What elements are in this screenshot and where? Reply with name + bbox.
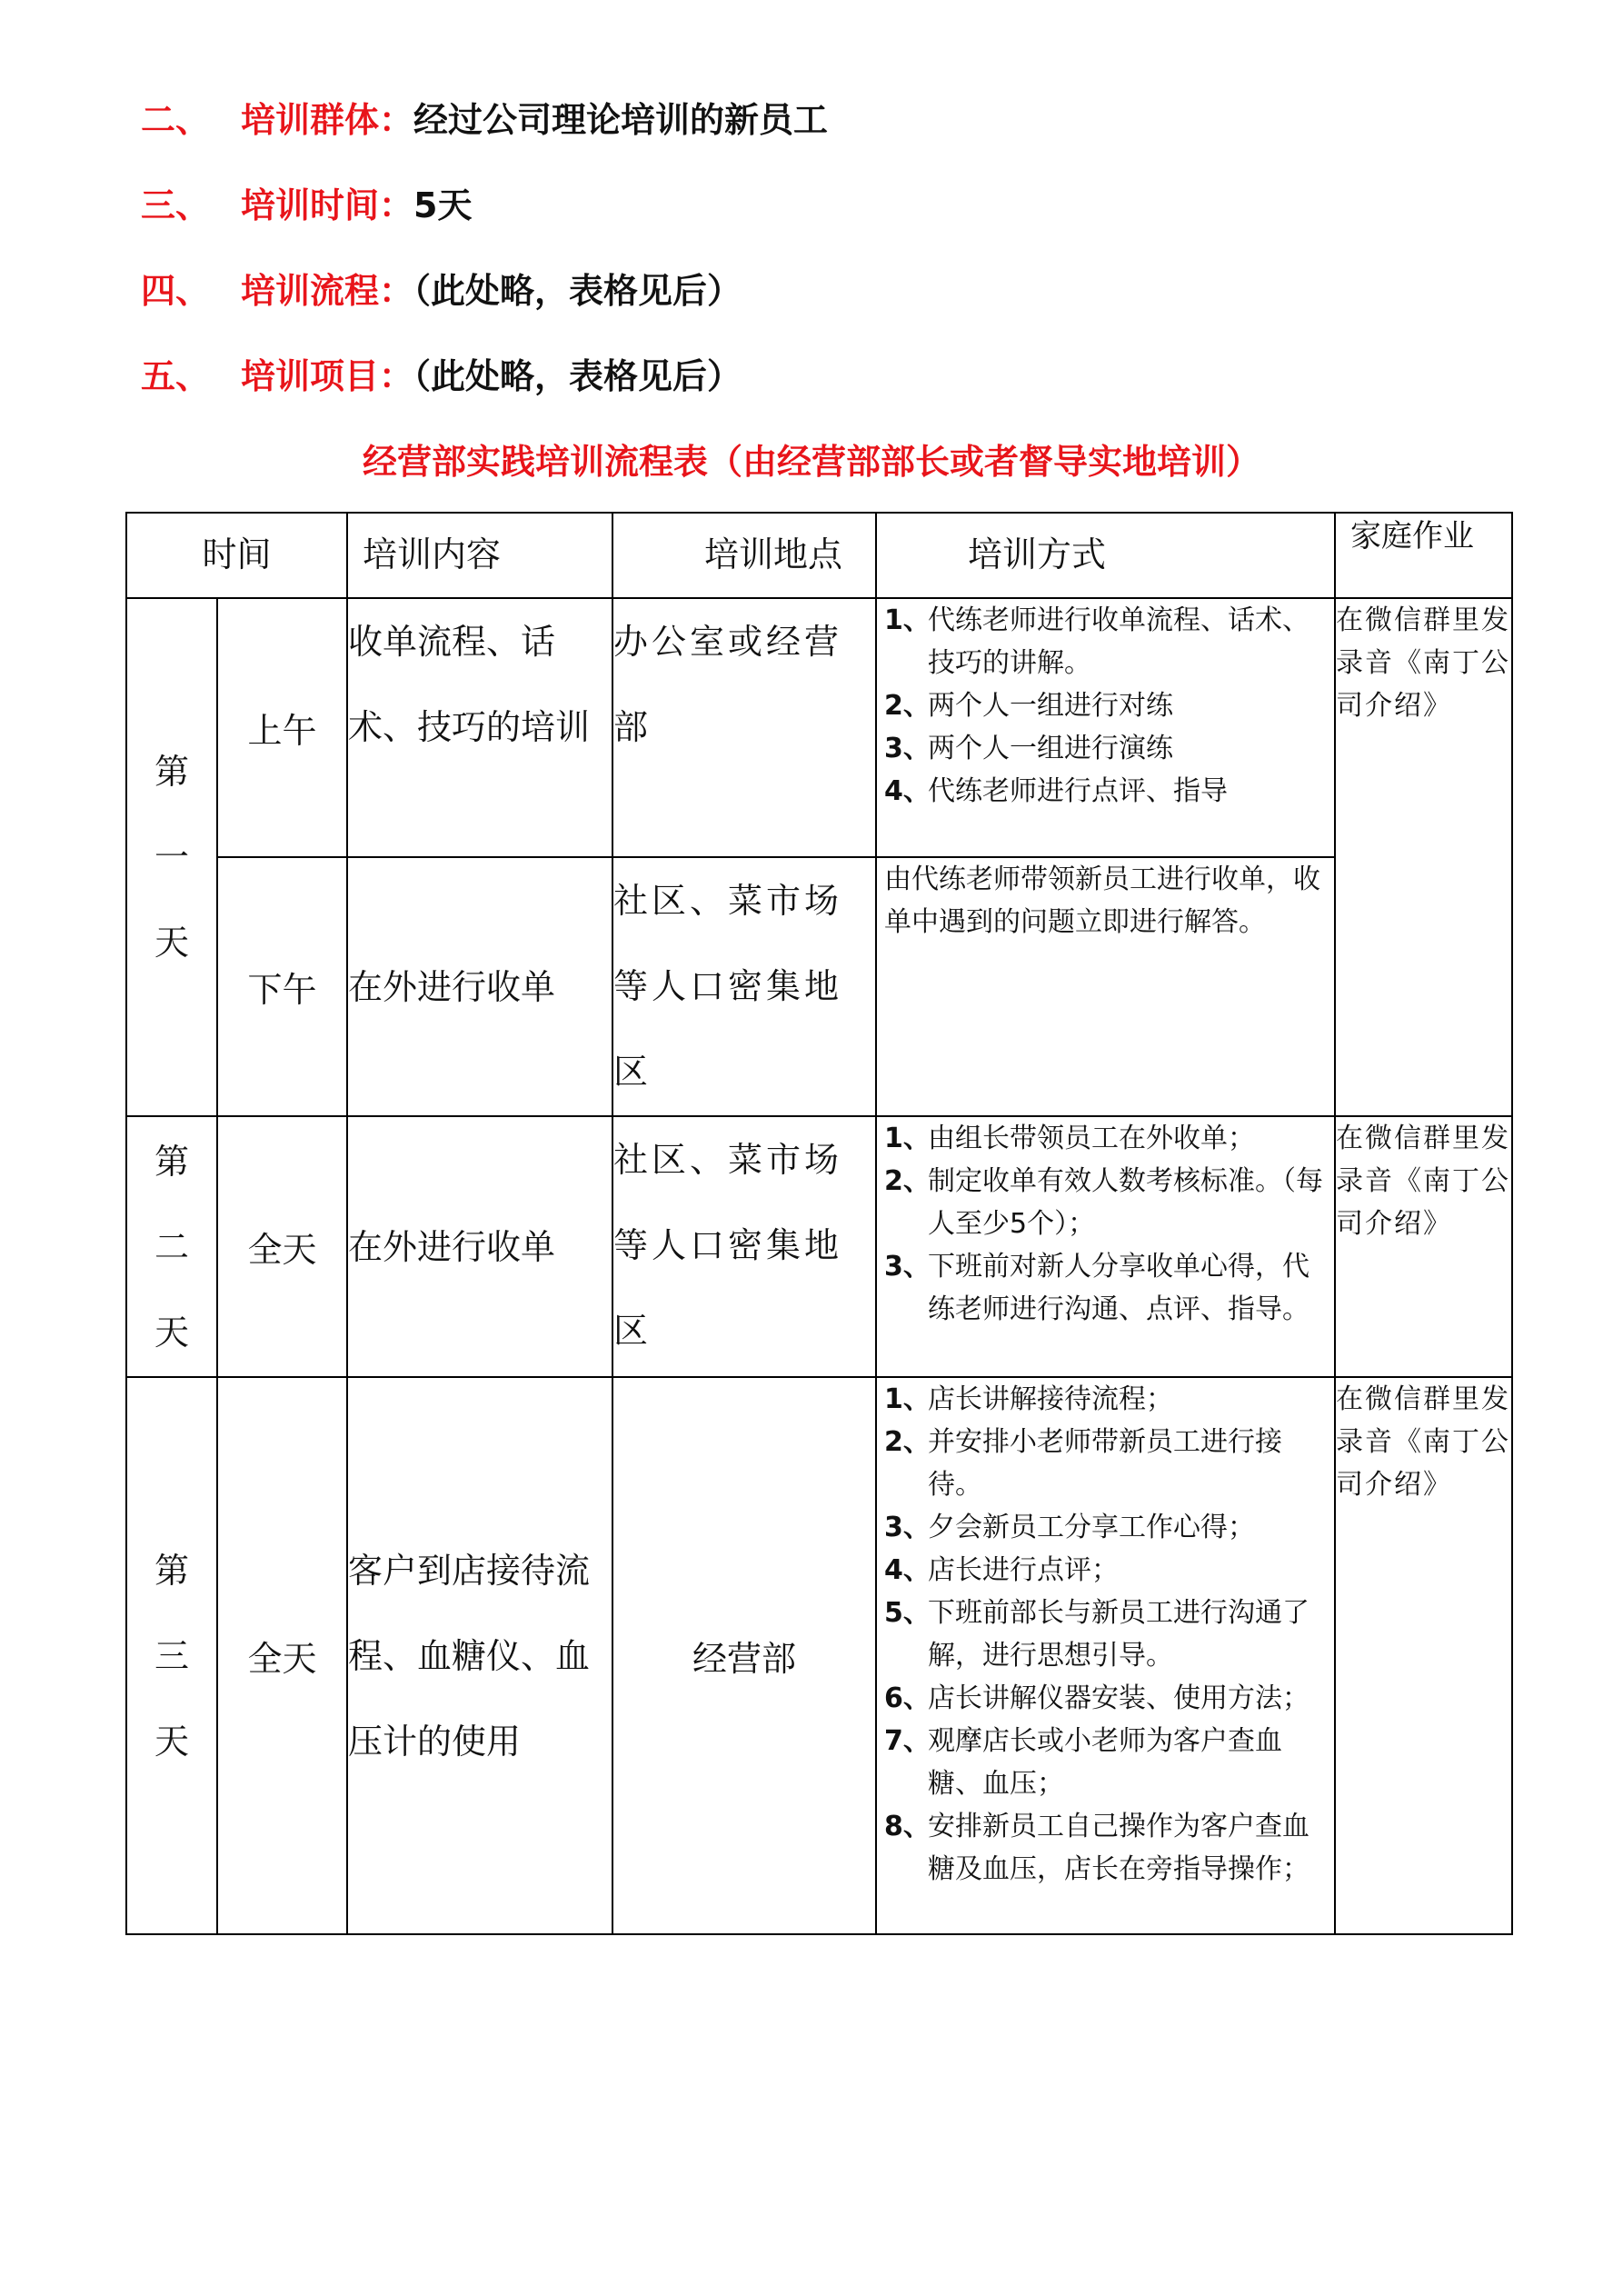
day3-place: 经营部: [612, 1377, 876, 1934]
day2-homework: 在微信群里发录音《南丁公司介绍》: [1335, 1116, 1512, 1377]
list-item: 6、 店长讲解仪器安装、使用方法；: [884, 1682, 1310, 1714]
day1-homework: 在微信群里发录音《南丁公司介绍》: [1335, 598, 1512, 1116]
day3-homework: 在微信群里发录音《南丁公司介绍》: [1335, 1377, 1512, 1934]
section-value: 5天: [413, 185, 473, 225]
section-value: 经过公司理论培训的新员工: [413, 100, 829, 140]
section-number: 三、: [141, 185, 211, 225]
method-text: 由代练老师带领新员工进行收单，收单中遇到的问题立即进行解答。: [884, 863, 1321, 938]
day3-label: 第 三 天: [126, 1377, 217, 1934]
training-flow-table: [125, 512, 1513, 1935]
day2-place: 社区、菜市场等人口密集地区: [612, 1116, 876, 1377]
section-label: 培训群体：: [241, 100, 414, 140]
section-training-process: [141, 264, 742, 318]
list-item: 4、 代练老师进行点评、指导: [884, 775, 1229, 807]
day1-am-place: 办公室或经营部: [612, 598, 876, 857]
day1-pm-place: 社区、菜市场等人口密集地区: [612, 857, 876, 1116]
day1-pm-method: [876, 857, 1335, 1116]
list-item: 4、 店长进行点评；: [884, 1554, 1120, 1586]
day1-am-methods: [876, 598, 1335, 857]
section-training-time: [141, 178, 472, 233]
table-header-row: [126, 513, 1512, 598]
table-row-day1-pm: [126, 857, 1512, 1116]
list-item: 5、 下班前部长与新员工进行沟通了解，进行思想引导。: [884, 1597, 1310, 1672]
day1-am-content: 收单流程、话术、技巧的培训: [347, 598, 612, 857]
day1-label: 第 一 天: [126, 598, 217, 1116]
list-item: 2、 两个人一组进行对练: [884, 690, 1174, 722]
header-place: 培训地点: [612, 513, 876, 598]
table-row-day3: [126, 1377, 1512, 1934]
table-row-day1-am: [126, 598, 1512, 857]
section-label: 培训项目：: [241, 356, 414, 396]
list-item: 3、 夕会新员工分享工作心得；: [884, 1512, 1256, 1543]
day1-am-segment: 上午: [217, 598, 347, 857]
list-item: 1、 代练老师进行收单流程、话术、技巧的讲解。: [884, 604, 1310, 679]
section-value: （此处略，表格见后）: [413, 356, 742, 396]
section-number: 五、: [141, 356, 211, 396]
day3-content: 客户到店接待流程、血糖仪、血压计的使用: [347, 1377, 612, 1934]
header-homework: 家庭作业: [1335, 513, 1512, 598]
table-title: 经营部实践培训流程表（由经营部部长或者督导实地培训）: [362, 442, 1260, 482]
list-item: 3、 两个人一组进行演练: [884, 733, 1174, 764]
section-label: 培训流程：: [241, 271, 414, 311]
section-label: 培训时间：: [241, 185, 414, 225]
section-number: 四、: [141, 271, 211, 311]
list-item: 2、 制定收单有效人数考核标准。（每人至少5个）；: [884, 1165, 1324, 1240]
list-item: 2、 并安排小老师带新员工进行接待。: [884, 1426, 1283, 1501]
list-item: 1、 由组长带领员工在外收单；: [884, 1123, 1256, 1154]
header-time: 时间: [126, 513, 347, 598]
day2-label: 第 二 天: [126, 1116, 217, 1377]
list-item: 8、 安排新员工自己操作为客户查血糖及血压，店长在旁指导操作；: [884, 1811, 1310, 1885]
day2-methods: [876, 1116, 1335, 1377]
header-content: 培训内容: [347, 513, 612, 598]
section-value: （此处略，表格见后）: [413, 271, 742, 311]
list-item: 3、 下班前对新人分享收单心得，代练老师进行沟通、点评、指导。: [884, 1251, 1310, 1325]
list-item: 7、 观摩店长或小老师为客户查血糖、血压；: [884, 1725, 1283, 1800]
section-number: 二、: [141, 100, 211, 140]
day2-content: 在外进行收单: [347, 1116, 612, 1377]
day2-segment: 全天: [217, 1116, 347, 1377]
section-training-items: [141, 349, 742, 404]
list-item: 1、 店长讲解接待流程；: [884, 1383, 1174, 1415]
header-method: 培训方式: [876, 513, 1335, 598]
day3-segment: 全天: [217, 1377, 347, 1934]
day1-pm-segment: 下午: [217, 857, 347, 1116]
section-target-group: [141, 93, 828, 147]
day3-methods: [876, 1377, 1335, 1934]
day1-pm-content: 在外进行收单: [347, 857, 612, 1116]
table-row-day2: [126, 1116, 1512, 1377]
